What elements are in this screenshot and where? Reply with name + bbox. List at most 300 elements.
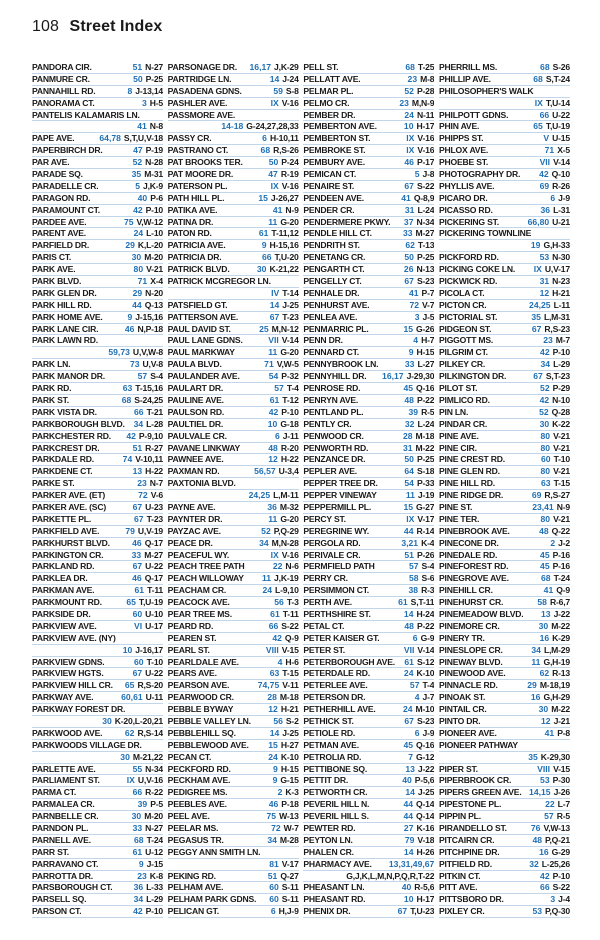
street-entry [439,633,570,645]
grid-reference: R-5 [556,811,570,822]
street-name: PENLEA AVE. [303,311,358,322]
grid-reference: L,M-29 [543,644,570,655]
street-entry [32,371,163,383]
street-name: PARKER AVE. (SC) [32,501,106,512]
index-column [32,62,163,922]
index-column [168,62,299,922]
street-name: PARKDALE RD. [32,454,94,465]
street-entry [168,335,299,347]
grid-reference: T,U-23 [410,906,435,917]
map-page-number: 67 [269,311,280,322]
map-page-number: 31 [402,442,413,453]
street-entry [32,74,163,86]
grid-reference: H-22 [280,454,299,465]
grid-reference: M,N-28 [271,537,299,548]
map-page-number: 11 [268,347,278,358]
street-entry [32,823,163,835]
street-entry [32,859,163,871]
street-entry-continuation [168,490,299,502]
street-entry [439,787,570,799]
street-entry [32,110,163,122]
map-page-number: 41 [543,585,554,596]
map-page-number: 50 [404,454,414,465]
street-entry [168,324,299,336]
grid-reference: L-29 [146,894,163,905]
street-entry [439,894,570,906]
street-name: PETAL CT. [303,620,345,631]
street-name: PINE CIR. [438,442,477,453]
street-name: PARK AVE. [32,264,76,275]
grid-reference: N-11 [416,109,435,120]
grid-reference: L-28 [146,418,163,429]
map-page-number: 53 [539,252,550,263]
street-entry [439,431,570,443]
map-page-number: 11 [268,216,278,227]
street-entry [439,716,570,728]
grid-reference: S,T-23 [545,371,570,382]
map-page-number: 58 [537,597,547,608]
street-name: PIONEER AVE. [438,727,497,738]
street-entry [32,680,163,692]
street-name: PINEWOOD AVE. [438,668,506,679]
street-entry [32,62,163,74]
street-entry [303,692,434,704]
street-entry [439,668,570,680]
grid-reference: N-10 [552,394,570,405]
map-page-number: 30 [539,418,550,429]
street-name: PEACHAM CR. [167,585,227,596]
street-name: PANORAMA CT. [32,97,95,108]
street-entry [168,74,299,86]
grid-reference: P-26 [416,549,435,560]
grid-reference: K-3 [285,787,299,798]
street-name: PINE HILL RD. [438,478,495,489]
map-page-number: 10 [403,894,414,905]
grid-reference: Q-13 [144,299,163,310]
map-page-number: 61 [398,597,408,608]
street-name: PARKVIEW HILL CR. [32,680,113,691]
street-name: PANTELIS KALAMARIS LN. [32,109,140,120]
map-page-number: 67 [397,906,408,917]
street-name: PINE AVE. [438,430,479,441]
street-name: PETERSON DR. [303,692,366,703]
map-page-number: 72 [409,299,419,310]
grid-reference: V-14 [553,157,570,168]
map-page-number: 81 [269,858,279,869]
street-name: PEAR TREE MS. [167,608,232,619]
map-page-number: 34 [133,894,144,905]
grid-reference: P-10 [552,870,570,881]
grid-reference: R-20 [280,442,299,453]
map-page-number: 34 [531,644,541,655]
map-page-number: 61 [132,846,143,857]
grid-reference: V-10,11 [135,454,163,465]
grid-reference: T-15 [282,668,299,679]
street-name: PEPPER VINEWAY [303,490,377,501]
grid-reference: P-7 [421,287,435,298]
street-entry-continuation [168,288,299,300]
street-name: PELL ST. [303,62,339,72]
map-page-number: 30 [256,264,267,275]
street-entry [32,300,163,312]
map-page-number: 16,17 [249,62,272,72]
grid-reference: P-28 [416,85,435,96]
street-name: PETIOLE RD. [303,727,356,738]
street-entry [303,145,434,157]
grid-reference: P-18 [281,799,299,810]
street-name: PATH HILL PL. [167,192,225,203]
grid-reference: J-21 [553,715,570,726]
street-name: PETHERHILL AVE. [303,704,376,715]
street-name: PARK HOME AVE. [32,311,103,322]
street-entry [32,217,163,229]
page-title: Street Index [69,18,163,35]
street-name: PARKHURST BLVD. [32,537,110,548]
street-name: PARKETTE PL. [32,513,92,524]
street-entry [439,728,570,740]
street-entry [439,775,570,787]
grid-reference: S-22 [416,180,435,191]
map-page-number: 38 [408,585,419,596]
street-entry [168,704,299,716]
street-entry [439,526,570,538]
map-page-number: 63 [541,478,551,489]
grid-reference: S-26 [552,62,570,72]
street-name: PARSON CT. [32,906,82,917]
street-entry [439,419,570,431]
street-name: PHIPPS ST. [438,133,484,144]
map-page-number: 48 [532,834,543,845]
map-page-number: 48 [539,525,549,536]
map-page-number: 9 [273,763,278,774]
street-name: PAPERBIRCH DR. [32,145,103,156]
grid-reference: J,K-9 [142,180,163,191]
grid-reference: R,S-27 [544,490,570,501]
street-entry [168,205,299,217]
grid-reference: P-17 [416,157,435,168]
map-page-number: 29 [132,287,143,298]
street-entry [303,835,434,847]
street-name: PASHLER AVE. [167,97,228,108]
street-entry [32,264,163,276]
street-name: PICASSO RD. [438,204,493,215]
street-entry [32,538,163,550]
street-name: PAUL LANE GDNS. [167,335,243,346]
grid-reference: T-11 [282,608,299,619]
grid-reference: U-22 [145,668,163,679]
map-page-number: 28 [267,692,277,703]
grid-reference: H-22 [145,466,163,477]
street-entry [303,181,434,193]
map-page-number: 64 [404,466,414,477]
map-page-number: 33 [131,549,142,560]
street-entry-continuation [32,752,163,764]
street-entry [303,894,434,906]
street-entry [32,621,163,633]
grid-reference: J-25 [282,727,299,738]
street-name: PINE RIDGE DR. [438,490,504,501]
grid-reference: U-12 [145,846,163,857]
street-name: PAULA BLVD. [167,359,222,370]
grid-reference: U-22 [552,109,570,120]
grid-reference: G,H-19 [543,656,570,667]
street-entry [303,645,434,657]
index-column [439,62,570,922]
street-name: PARKFIELD AVE. [32,525,100,536]
street-name: PENETANG CR. [303,252,366,263]
map-page-number: 53 [540,775,550,786]
map-page-number: 22 [272,561,283,572]
street-entry [168,157,299,169]
map-page-number: 42 [272,632,282,643]
street-name: PETERDALE RD. [303,668,370,679]
map-page-number: 66 [540,882,550,893]
grid-reference: S-4 [421,561,435,572]
map-page-number: 4 [414,692,420,703]
grid-reference: N-9 [556,501,570,512]
street-name: PARLIAMENT ST. [32,775,100,786]
street-name: PARROTTA DR. [32,870,93,881]
grid-reference: U-23 [145,501,163,512]
grid-reference: P-16 [552,549,570,560]
street-entry [32,502,163,514]
street-entry [303,550,434,562]
street-name: PELMO CR. [303,97,350,108]
street-name: PARKBOROUGH BLVD. [32,418,125,429]
street-name: PARK LAWN RD. [32,335,98,346]
grid-reference: R,S-23 [544,323,570,334]
street-entry [303,561,434,573]
map-page-number: 44 [403,811,413,822]
street-name: PINTO DR. [438,715,481,726]
map-page-number: 4 [277,656,283,667]
street-entry [32,133,163,145]
street-entry [168,407,299,419]
map-page-number: IX [406,513,415,524]
street-name: PAYZAC AVE. [167,525,221,536]
street-name: PARK LN. [32,359,71,370]
street-name: PARK GLEN DR. [32,287,97,298]
grid-reference: R-3 [421,585,435,596]
grid-reference: U-22 [145,561,163,572]
street-entry [168,240,299,252]
grid-reference: L,M-31 [543,311,570,322]
map-page-number: 68 [540,62,550,72]
grid-reference: H,J-9 [278,906,299,917]
map-page-number: 14 [403,608,414,619]
street-name: PINTAIL CR. [438,704,487,715]
grid-reference: V-21 [553,442,570,453]
grid-reference: J-7 [422,692,435,703]
map-page-number: 46 [132,573,142,584]
index-columns [32,62,570,922]
grid-reference: P,Q-30 [545,906,570,917]
grid-reference: M-10 [415,704,435,715]
grid-reference: K-8 [149,870,163,881]
street-name: PETMAN AVE. [303,739,359,750]
grid-reference: J-19 [417,490,435,501]
street-name: PETERLEE AVE. [303,680,368,691]
street-name: PANNAHILL RD. [32,85,96,96]
street-name: PARAMOUNT CT. [32,204,100,215]
street-entry [168,502,299,514]
street-entry [303,276,434,288]
street-name: PICKFORD RD. [438,252,499,263]
map-page-number: 42 [540,870,550,881]
street-name: PEMICAN CT. [303,169,357,180]
grid-reference: V-15 [553,763,570,774]
map-page-number: 59,73 [108,347,130,358]
grid-reference: R-27 [145,442,163,453]
map-page-number: 67 [533,371,543,382]
grid-reference: V-15 [281,644,299,655]
map-page-number: 23 [407,73,418,84]
street-name: PEARS AVE. [167,668,217,679]
grid-reference: H-21 [552,287,570,298]
street-name: PEARWOOD CR. [167,692,234,703]
map-page-number: 2 [550,537,556,548]
street-name: PATERSON PL. [167,180,228,191]
grid-reference: V-17 [417,513,435,524]
map-page-number: 24 [403,668,414,679]
map-page-number: 24,25 [529,299,551,310]
street-entry [439,110,570,122]
map-page-number: 56 [274,597,284,608]
street-entry [32,181,163,193]
street-entry [439,561,570,573]
grid-reference: G,J,K,L,M,N,P,Q,R,T-22 [346,870,435,881]
street-entry [168,228,299,240]
street-entry [439,133,570,145]
street-name: PINEBROOK AVE. [438,525,510,536]
street-name: PECAN CT. [167,751,212,762]
map-page-number: 75 [266,811,277,822]
map-page-number: 23 [137,478,147,489]
street-name: PARK RD. [32,383,72,394]
street-name: PITCHPINE DR. [438,846,500,857]
map-page-number: 67 [404,180,414,191]
street-entry [32,335,163,347]
street-name: PITKIN CT. [438,870,481,881]
street-entry [168,597,299,609]
grid-reference: U-11 [145,692,163,703]
street-entry [303,312,434,324]
street-entry [439,466,570,478]
street-name: PEBBLE VALLEY LN. [167,715,251,726]
street-name: PEGGY ANN SMITH LN. [167,846,261,857]
street-entry-continuation [168,859,299,871]
street-entry [303,764,434,776]
map-page-number: 42 [539,169,549,180]
street-name: PHILOSOPHER'S WALK [438,85,534,96]
street-name: PICKERING TOWNLINE [438,228,532,239]
map-page-number: 57 [137,371,148,382]
street-entry [303,157,434,169]
map-page-number: 24 [404,109,414,120]
grid-reference: N-13 [416,264,435,275]
map-page-number: 13 [132,466,143,477]
map-page-number: 66 [539,109,550,120]
grid-reference: V-14 [417,644,435,655]
street-name: PILOT ST. [438,383,478,394]
street-entry [439,359,570,371]
map-page-number: 10 [267,418,278,429]
map-page-number: 68 [260,145,271,156]
street-name: PEWTER RD. [303,823,356,833]
street-name: PAUL MARKWAY [167,347,235,358]
map-page-number: 68 [121,394,132,405]
grid-reference: G-18 [280,418,299,429]
map-page-number: 57 [409,680,420,691]
map-page-number: 40 [137,192,148,203]
street-entry-continuation [439,752,570,764]
map-page-number: 54 [268,371,279,382]
street-entry [303,228,434,240]
street-name: PIDGEON ST. [438,323,492,334]
street-entry [303,466,434,478]
street-entry [439,811,570,823]
street-entry [168,894,299,906]
grid-reference: J-22 [553,608,570,619]
map-page-number: 40 [401,882,412,893]
street-name: PINEWAY BLVD. [438,656,503,667]
map-page-number: 80 [540,513,551,524]
map-page-number: 66 [134,406,144,417]
map-page-number: 26 [403,264,414,275]
map-page-number: 46 [132,537,142,548]
street-name: PECKFORD RD. [167,763,231,774]
street-name: PARADE SQ. [32,169,83,180]
map-page-number: 13,31,49,67 [388,858,435,869]
grid-reference: M-28 [279,834,299,845]
map-page-number: 45 [403,383,413,394]
grid-reference: X-4 [150,276,163,287]
grid-reference: P-9,10 [138,430,163,441]
street-entry [439,217,570,229]
map-page-number: 45 [540,549,550,560]
grid-reference: V-16 [417,133,435,144]
map-page-number: 67 [134,513,144,524]
street-entry [439,680,570,692]
street-entry [32,205,163,217]
street-entry [303,419,434,431]
map-page-number: 79 [404,834,415,845]
street-name: PELLATT AVE. [303,73,361,84]
map-page-number: 5 [135,180,140,191]
grid-reference: T-25 [417,62,435,72]
street-entry [303,335,434,347]
grid-reference: K-16 [416,823,435,833]
grid-reference: L-33 [146,882,163,893]
street-name: PINEDALE RD. [438,549,498,560]
map-page-number: 30 [131,252,142,263]
grid-reference: P-25 [416,454,435,465]
grid-reference: M-32 [279,501,299,512]
street-entry-continuation [439,240,570,252]
street-entry [303,240,434,252]
street-entry [439,335,570,347]
street-name: PHILLIP AVE. [438,73,491,84]
street-entry [32,86,163,98]
street-entry [168,775,299,787]
street-entry [439,145,570,157]
street-entry [168,466,299,478]
grid-reference: N-27 [145,62,163,72]
grid-reference: S-6 [421,573,435,584]
map-page-number: 41 [544,727,555,738]
street-name: PENNYHILL DR. [303,371,367,382]
street-entry [439,704,570,716]
